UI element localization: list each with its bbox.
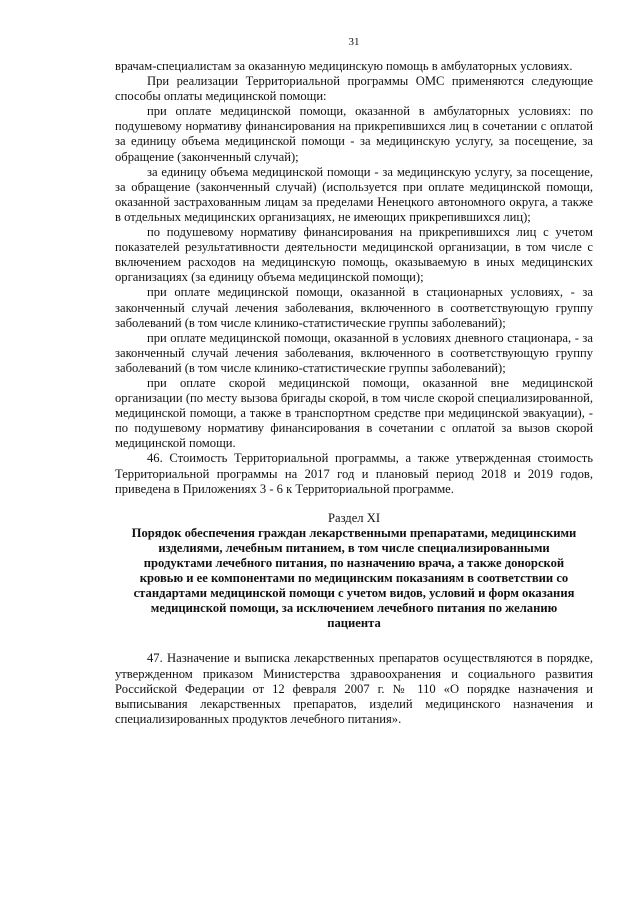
document-body bbox=[115, 59, 593, 727]
paragraph-item-46: 46. Стоимость Территориальной программы, а также утвержденная стоимость Территориальной программы на 2017 год и плановый период 2018 и 2019 годов, приведена в Приложениях 3 - 6 к Территориальной программе. bbox=[115, 451, 593, 496]
paragraph-unit-volume-payment: за единицу объема медицинской помощи - за медицинскую услугу, за посещение, за обращение (законченный случай) (используется при оплате медицинской помощи, оказанной застрахованным лицам за пределами Ненецкого автономного округа, а также в отдельных медицинских организациях, не имеющих прикрепившихся лиц); bbox=[115, 164, 593, 224]
paragraphs-after bbox=[115, 651, 593, 726]
paragraph-continuation: врачам-специалистам за оказанную медицинскую помощь в амбулаторных условиях. bbox=[115, 59, 573, 73]
paragraph-item-47: 47. Назначение и выписка лекарственных препаратов осуществляются в порядке, утвержденном приказом Министерства здравоохранения и социального развития Российской Федерации от 12 февраля 2007 г. № 110 «О порядке назначения и выписывания лекарственных препаратов, изделий медицинского назначения и специализированных продуктов лечебного питания». bbox=[115, 651, 593, 726]
paragraph-payment-methods-intro: При реализации Территориальной программы ОМС применяются следующие способы оплаты медицинской помощи: bbox=[115, 74, 593, 104]
paragraph-ambulatory-payment: при оплате медицинской помощи, оказанной в амбулаторных условиях: по подушевому нормативу финансирования на прикрепившихся лиц в сочетании с оплатой за единицу объема медицинской помощи - за медицинскую услугу, за посещение, за обращение (законченный случай); bbox=[115, 104, 593, 164]
paragraph-per-capita-payment: по подушевому нормативу финансирования на прикрепившихся лиц с учетом показателей результативности деятельности медицинской организации, в том числе с включением расходов на медицинскую помощь, оказываемую в иных медицинских организациях (за единицу объема медицинской помощи); bbox=[115, 225, 593, 285]
section-heading: Раздел XI bbox=[327, 510, 381, 525]
paragraph-ambulance-payment: при оплате скорой медицинской помощи, оказанной вне медицинской организации (по месту вызова бригады скорой, в том числе скорой специализированной, медицинской помощи, а также в транспортном средстве при медицинской эвакуации), - по подушевому нормативу финансирования в сочетании с оплатой за вызов скорой медицинской помощи. bbox=[115, 375, 593, 451]
section-title: Порядок обеспечения граждан лекарственными препаратами, медицинскими изделиями, лечебным питанием, в том числе специализированными продуктами лечебного питания, по назначению врача, а также донорской кровью и ее компонентами по медицинским показаниям в соответствии со стандартами медицинской помощи с учетом видов, условий и форм оказания медицинской помощи, за исключением лечебного питания по желанию пациента bbox=[131, 525, 577, 631]
page-number: 31 bbox=[348, 36, 360, 48]
paragraph-day-hospital-payment: при оплате медицинской помощи, оказанной в условиях дневного стационара, - за законченный случай лечения заболевания, включенного в соответствующую группу заболеваний (в том числе клинико-статистические группы заболеваний); bbox=[115, 330, 593, 375]
paragraph-inpatient-payment: при оплате медицинской помощи, оказанной в стационарных условиях, - за законченный случай лечения заболевания, включенного в соответствующую группу заболеваний (в том числе клинико-статистические группы заболеваний); bbox=[115, 285, 593, 330]
paragraphs-before bbox=[115, 59, 593, 497]
